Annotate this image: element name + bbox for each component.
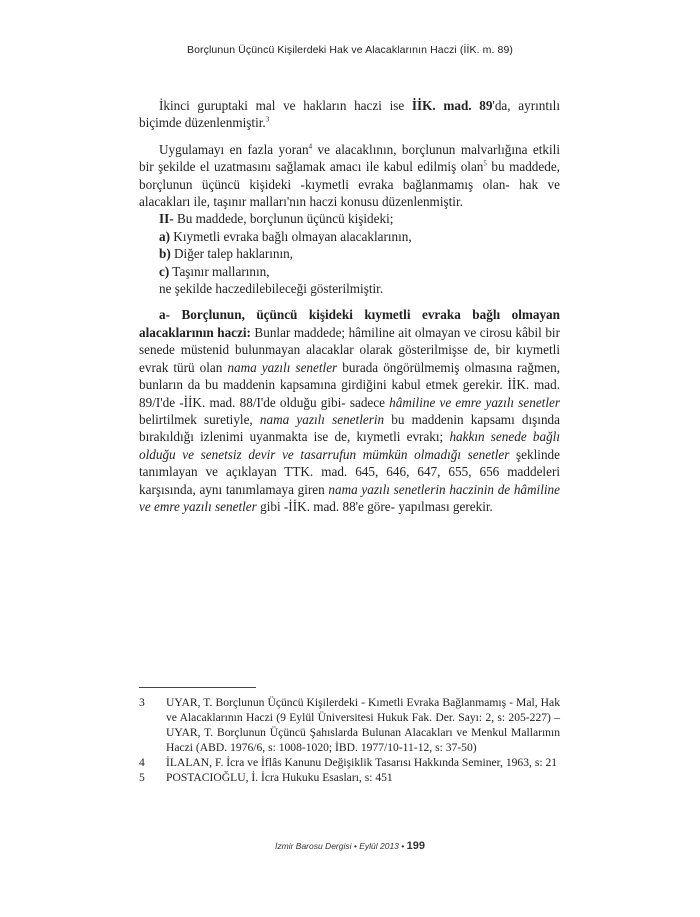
footnote-ref: 3 xyxy=(265,116,270,125)
text-run: 'da, ayrıntılı biçimde düzenlenmiştir. xyxy=(139,98,560,131)
footnote-number: 4 xyxy=(139,756,145,769)
footnote-text: UYAR, T. Borçlunun Üçüncü Kişilerdeki - Kımetli Evraka Bağlanmamış - Mal, Hak ve Alacaklarının Haczi (9 Eylül Üniversitesi Hukuk Fak. Der. Sayı: 2, s: 205-227) – UYAR, T. Borçlunun Üçüncü Şahıslarda Bulunan Alacakları ve Menkul Mallarının Haczi (ABD. 1976/6, s: 1008-1020; İBD. 1977/10-11-12, s: 37-50) xyxy=(166,696,560,754)
section-heading: a- Borçlunun, üçüncü kişideki kıymetli evraka bağlı olmayan alacaklarının haczi: xyxy=(139,307,560,340)
list-item xyxy=(139,228,560,245)
paragraph-4 xyxy=(139,280,560,297)
text-run: şeklinde tanımlayan ve açıklayan TTK. mad. 645, 646, 647, 655, 656 maddeleri karşısında, aynı tanımlamaya giren xyxy=(139,446,560,497)
footnote-ref: 4 xyxy=(308,142,313,151)
bold-run: İİK. mad. 89 xyxy=(411,98,493,113)
body-text xyxy=(139,97,560,515)
italic-run: nama yazılı senetler xyxy=(227,359,338,375)
footnote-text: POSTACIOĞLU, İ. İcra Hukuku Esasları, s: 451 xyxy=(166,771,393,784)
paragraph-2 xyxy=(139,141,560,211)
footnote xyxy=(139,755,560,770)
text-run: ne şekilde haczedilebileceği gösterilmiştir. xyxy=(159,281,384,297)
footnote xyxy=(139,770,560,785)
italic-run: hakkın senede bağlı olduğu ve senetsiz devir ve tasarrufun mümkün olmadığı senetler xyxy=(139,429,560,462)
list-item xyxy=(139,263,560,280)
paragraph-3 xyxy=(139,210,560,227)
list-item-label: b) xyxy=(159,246,171,262)
footnote-divider xyxy=(139,687,256,688)
text-run: belirtilmek suretiyle, xyxy=(139,411,260,427)
list-item xyxy=(139,245,560,262)
list-item-text: Diğer talep haklarının, xyxy=(170,246,294,262)
text-run: bu maddede, borçlunun üçüncü kişideki -kıymetli evraka bağlanmamış olan- hak ve alacakları ile, taşınır malları'nın haczi konusu düzenlenmiştir. xyxy=(139,159,560,210)
text-run: Bunlar maddede; hâmiline ait olmayan ve cirosu kâbil bir senede müstenid bulunmayan alacaklar olarak gösterilmişse de, bir kıymetli evrak türü olan xyxy=(139,324,560,375)
journal-name: İzmir Barosu Dergisi • Eylül 2013 • xyxy=(275,841,405,851)
footnote-number: 3 xyxy=(139,696,145,709)
text-run: burada öngörülmemiş olmasına rağmen, bunların da bu maddenin kapsamına girdiğini kabul etmek gerekir. İİK. mad. 89/I'de -İİK. mad. 88/I'de olduğu gibi- sadece xyxy=(139,359,560,410)
footnotes xyxy=(139,695,560,785)
page-footer xyxy=(0,840,700,852)
italic-run: nama yazılı senetlerin xyxy=(259,411,385,427)
italic-run: nama yazılı senetlerin haczinin de hâmiline ve emre yazılı senetler xyxy=(139,481,560,514)
section-number: II- xyxy=(159,211,174,227)
text-run: ve alacaklının, borçlunun malvarlığına etkili bir şekilde el uzatmasını sağlamak amacı ile kabul edilmiş olan xyxy=(139,141,560,175)
text-run: bu maddenin kapsamı dışında bırakıldığı izlenimi uyanmakta ise de, kıymetli evrakı; xyxy=(139,411,560,445)
footnote-ref: 5 xyxy=(483,159,487,168)
running-header: Borçlunun Üçüncü Kişilerdeki Hak ve Alacaklarının Haczi (İİK. m. 89) xyxy=(186,44,513,56)
italic-run: hâmiline ve emre yazılı senetler xyxy=(389,394,560,410)
text-run: İkinci guruptaki mal ve hakların haczi ise xyxy=(159,98,412,113)
page-number: 199 xyxy=(406,840,425,852)
list-item-text: Taşınır mallarının, xyxy=(169,263,270,279)
list-item-label: c) xyxy=(159,263,170,279)
footnote-number: 5 xyxy=(139,771,145,784)
list-item-text: Kıymetli evraka bağlı olmayan alacaklarının, xyxy=(170,228,412,244)
footnote-text: İLALAN, F. İcra ve İflâs Kanunu Değişiklik Tasarısı Hakkında Seminer, 1963, s: 21 xyxy=(166,756,558,769)
list-item-label: a) xyxy=(159,228,170,244)
text-run: Uygulamayı en fazla yoran xyxy=(159,141,309,157)
footnote xyxy=(139,695,560,755)
text-run: gibi -İİK. mad. 88'e göre- yapılması gerekir. xyxy=(256,498,493,514)
text-run: Bu maddede, borçlunun üçüncü kişideki; xyxy=(173,211,394,227)
paragraph-5 xyxy=(139,306,560,515)
paragraph-1 xyxy=(139,97,560,132)
